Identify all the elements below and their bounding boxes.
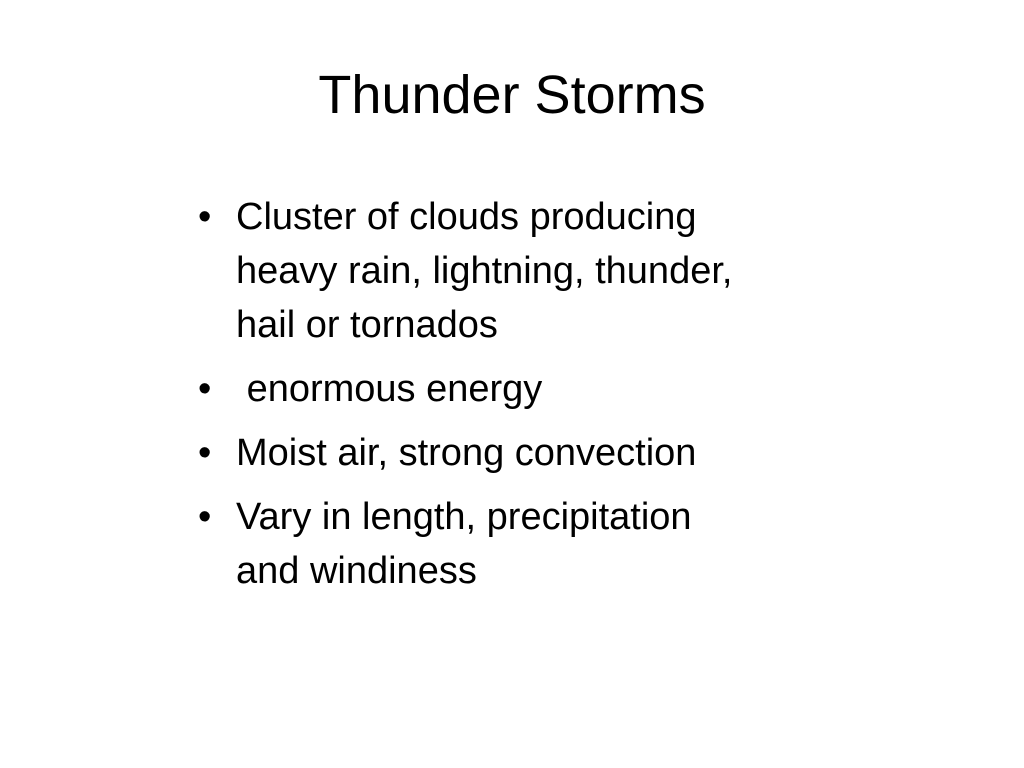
bullet-text [236,426,856,480]
bullet-icon: • [198,196,212,238]
bullet-text [236,362,856,416]
bullet-text-line: heavy rain, lightning, thunder, [236,250,733,292]
bullet-text [236,190,856,352]
bullet-item [196,490,856,598]
bullet-text-line: enormous energy [236,368,543,410]
bullet-text-line: Vary in length, precipitation [236,496,692,538]
bullet-item [196,426,856,480]
bullet-item [196,190,856,352]
bullet-icon: • [198,496,212,538]
bullet-text-line: hail or tornados [236,304,498,346]
bullet-text-line: Cluster of clouds producing [236,196,697,238]
bullet-text-line: Moist air, strong convection [236,432,697,474]
bullet-icon: • [198,368,212,410]
slide-title: Thunder Storms [318,65,706,125]
bullet-text [236,490,856,598]
bullet-text-line: and windiness [236,550,477,592]
bullet-icon: • [198,432,212,474]
bullet-list [196,190,856,608]
bullet-item [196,362,856,416]
